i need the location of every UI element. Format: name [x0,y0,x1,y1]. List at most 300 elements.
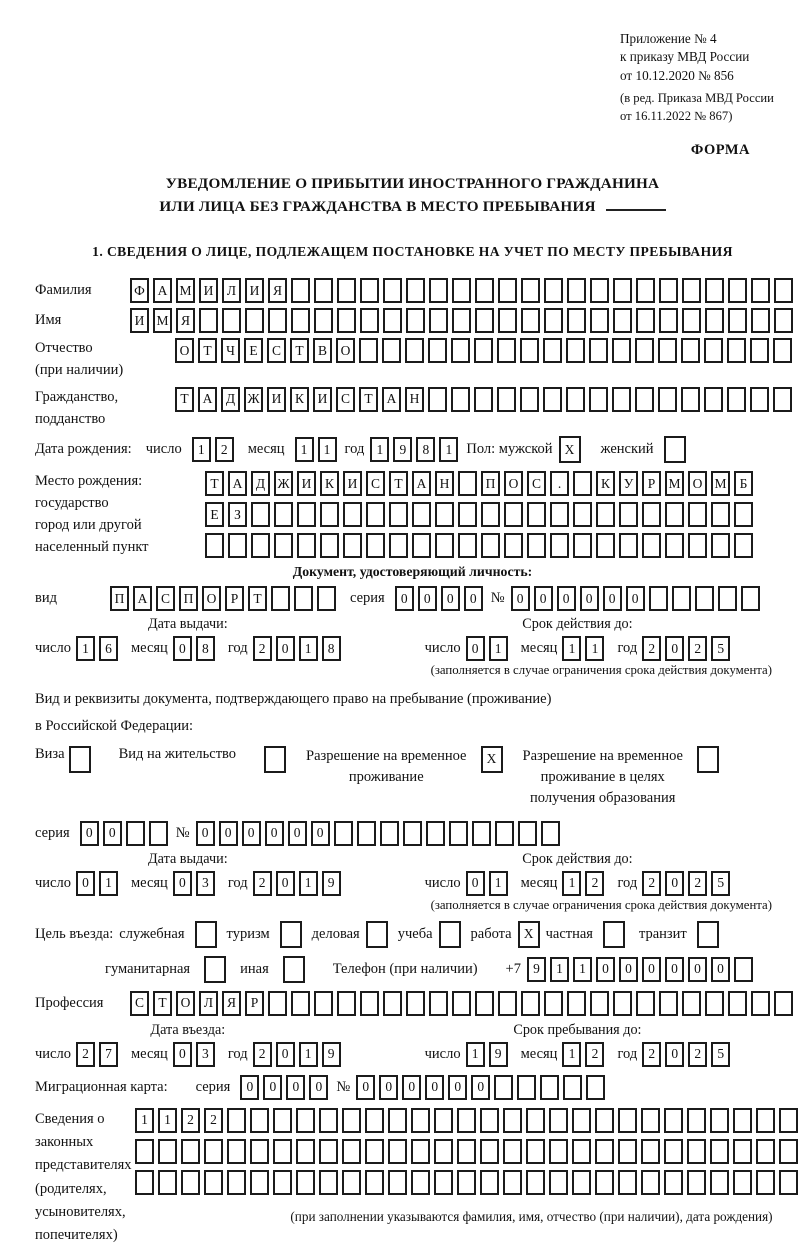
char-cell[interactable]: 1 [299,1042,318,1067]
char-cell[interactable] [158,1139,177,1164]
char-cell[interactable]: 0 [173,1042,192,1067]
char-cell[interactable] [498,278,517,303]
char-cell[interactable]: 1 [562,871,581,896]
char-cell[interactable] [268,991,287,1016]
char-cell[interactable]: 0 [557,586,576,611]
char-cell[interactable] [296,1139,315,1164]
char-cell[interactable]: 0 [596,957,615,982]
char-cell[interactable] [618,1108,637,1133]
char-cell[interactable] [595,1170,614,1195]
char-cell[interactable] [520,387,539,412]
char-cell[interactable] [271,586,290,611]
char-cell[interactable] [458,533,477,558]
char-cell[interactable] [756,1139,775,1164]
char-cell[interactable]: З [228,502,247,527]
char-cell[interactable]: 8 [322,636,341,661]
char-cell[interactable] [503,1139,522,1164]
char-cell[interactable] [204,1139,223,1164]
char-cell[interactable] [227,1139,246,1164]
char-cell[interactable] [245,308,264,333]
char-cell[interactable]: О [202,586,221,611]
char-cell[interactable]: А [198,387,217,412]
char-cell[interactable] [389,502,408,527]
edu-permit-checkbox-cell[interactable] [697,746,719,773]
char-cell[interactable]: 0 [276,871,295,896]
char-cell[interactable] [750,338,769,363]
char-cell[interactable] [727,338,746,363]
char-cell[interactable]: Б [734,471,753,496]
char-cell[interactable]: 6 [99,636,118,661]
char-cell[interactable] [314,991,333,1016]
char-cell[interactable] [475,278,494,303]
char-cell[interactable] [527,533,546,558]
char-cell[interactable] [294,586,313,611]
char-cell[interactable]: 1 [76,636,95,661]
char-cell[interactable] [383,308,402,333]
char-cell[interactable] [458,471,477,496]
char-cell[interactable] [590,278,609,303]
char-cell[interactable] [589,338,608,363]
char-cell[interactable] [434,1108,453,1133]
char-cell[interactable] [711,502,730,527]
char-cell[interactable]: 1 [439,437,458,462]
char-cell[interactable] [503,1108,522,1133]
char-cell[interactable]: 1 [573,957,592,982]
char-cell[interactable] [567,991,586,1016]
char-cell[interactable]: О [504,471,523,496]
char-cell[interactable] [380,821,399,846]
char-cell[interactable] [619,533,638,558]
char-cell[interactable] [497,338,516,363]
char-cell[interactable] [664,1170,683,1195]
char-cell[interactable] [728,991,747,1016]
char-cell[interactable] [518,821,537,846]
char-cell[interactable] [734,957,753,982]
char-cell[interactable] [567,278,586,303]
char-cell[interactable]: 0 [619,957,638,982]
char-cell[interactable] [406,308,425,333]
char-cell[interactable] [710,1108,729,1133]
char-cell[interactable] [590,991,609,1016]
char-cell[interactable] [774,991,793,1016]
char-cell[interactable] [296,1170,315,1195]
char-cell[interactable]: 2 [215,437,234,462]
char-cell[interactable]: А [412,471,431,496]
char-cell[interactable] [337,991,356,1016]
char-cell[interactable] [291,278,310,303]
char-cell[interactable] [572,1170,591,1195]
char-cell[interactable]: Я [268,278,287,303]
char-cell[interactable]: 8 [196,636,215,661]
char-cell[interactable]: 9 [322,871,341,896]
char-cell[interactable]: И [313,387,332,412]
char-cell[interactable] [541,821,560,846]
char-cell[interactable] [774,308,793,333]
char-cell[interactable]: 0 [665,1042,684,1067]
char-cell[interactable] [251,533,270,558]
char-cell[interactable]: 2 [585,1042,604,1067]
char-cell[interactable]: 1 [550,957,569,982]
purpose-transit-cell[interactable] [697,921,719,948]
char-cell[interactable]: С [267,338,286,363]
char-cell[interactable]: 1 [585,636,604,661]
char-cell[interactable] [589,387,608,412]
char-cell[interactable]: 0 [665,957,684,982]
char-cell[interactable] [540,1075,559,1100]
char-cell[interactable] [360,278,379,303]
char-cell[interactable] [751,278,770,303]
char-cell[interactable]: 1 [318,437,337,462]
purpose-study-cell[interactable] [439,921,461,948]
char-cell[interactable] [695,586,714,611]
char-cell[interactable] [572,1139,591,1164]
char-cell[interactable] [544,308,563,333]
char-cell[interactable] [549,1139,568,1164]
char-cell[interactable]: Ч [221,338,240,363]
char-cell[interactable]: А [382,387,401,412]
char-cell[interactable] [320,502,339,527]
char-cell[interactable]: 7 [99,1042,118,1067]
purpose-humanitarian-cell[interactable] [204,956,226,983]
purpose-official-cell[interactable] [195,921,217,948]
char-cell[interactable]: М [153,308,172,333]
char-cell[interactable]: Т [153,991,172,1016]
char-cell[interactable] [649,586,668,611]
char-cell[interactable] [227,1108,246,1133]
char-cell[interactable] [773,387,792,412]
char-cell[interactable]: О [336,338,355,363]
char-cell[interactable] [750,387,769,412]
char-cell[interactable] [343,533,362,558]
char-cell[interactable]: А [133,586,152,611]
char-cell[interactable] [457,1170,476,1195]
char-cell[interactable]: 2 [181,1108,200,1133]
char-cell[interactable] [273,1170,292,1195]
char-cell[interactable] [586,1075,605,1100]
char-cell[interactable]: 0 [379,1075,398,1100]
purpose-business-cell[interactable] [366,921,388,948]
char-cell[interactable] [428,387,447,412]
char-cell[interactable]: С [366,471,385,496]
char-cell[interactable] [573,502,592,527]
char-cell[interactable]: 1 [370,437,389,462]
char-cell[interactable] [527,502,546,527]
female-checkbox-cell[interactable] [664,436,686,463]
char-cell[interactable] [665,533,684,558]
char-cell[interactable]: Е [244,338,263,363]
male-checkbox-cell[interactable]: X [559,436,581,463]
char-cell[interactable] [504,533,523,558]
char-cell[interactable]: 5 [711,636,730,661]
char-cell[interactable] [297,533,316,558]
char-cell[interactable] [665,502,684,527]
char-cell[interactable] [636,991,655,1016]
char-cell[interactable] [704,387,723,412]
char-cell[interactable] [687,1108,706,1133]
char-cell[interactable] [566,338,585,363]
char-cell[interactable] [705,308,724,333]
char-cell[interactable] [274,502,293,527]
char-cell[interactable] [682,308,701,333]
char-cell[interactable] [334,821,353,846]
char-cell[interactable]: Ф [130,278,149,303]
char-cell[interactable]: О [688,471,707,496]
char-cell[interactable]: 2 [76,1042,95,1067]
char-cell[interactable] [636,308,655,333]
char-cell[interactable] [681,387,700,412]
char-cell[interactable] [429,278,448,303]
char-cell[interactable]: 0 [688,957,707,982]
char-cell[interactable]: 0 [402,1075,421,1100]
char-cell[interactable] [357,821,376,846]
char-cell[interactable] [756,1170,775,1195]
char-cell[interactable] [494,1075,513,1100]
char-cell[interactable]: 1 [99,871,118,896]
char-cell[interactable] [320,533,339,558]
char-cell[interactable]: 0 [603,586,622,611]
char-cell[interactable] [457,1108,476,1133]
char-cell[interactable] [658,338,677,363]
char-cell[interactable] [658,387,677,412]
char-cell[interactable] [250,1139,269,1164]
char-cell[interactable] [388,1139,407,1164]
char-cell[interactable]: П [481,471,500,496]
char-cell[interactable]: 1 [489,871,508,896]
char-cell[interactable] [567,308,586,333]
char-cell[interactable]: 1 [466,1042,485,1067]
char-cell[interactable] [659,991,678,1016]
char-cell[interactable] [704,338,723,363]
char-cell[interactable] [544,991,563,1016]
purpose-work-cell[interactable]: X [518,921,540,948]
char-cell[interactable] [452,278,471,303]
char-cell[interactable]: А [153,278,172,303]
char-cell[interactable] [550,533,569,558]
char-cell[interactable] [434,1139,453,1164]
char-cell[interactable] [521,278,540,303]
char-cell[interactable] [741,586,760,611]
char-cell[interactable] [158,1170,177,1195]
char-cell[interactable]: 1 [192,437,211,462]
char-cell[interactable] [412,533,431,558]
char-cell[interactable] [734,533,753,558]
char-cell[interactable] [406,991,425,1016]
char-cell[interactable] [728,278,747,303]
temp-permit-checkbox-cell[interactable]: X [481,746,503,773]
char-cell[interactable]: 0 [464,586,483,611]
char-cell[interactable]: К [320,471,339,496]
char-cell[interactable] [682,278,701,303]
char-cell[interactable] [498,308,517,333]
char-cell[interactable] [727,387,746,412]
char-cell[interactable]: Т [290,338,309,363]
char-cell[interactable]: Д [221,387,240,412]
char-cell[interactable] [613,991,632,1016]
char-cell[interactable] [411,1139,430,1164]
residence-permit-checkbox-cell[interactable] [264,746,286,773]
char-cell[interactable]: Т [205,471,224,496]
char-cell[interactable] [595,1108,614,1133]
char-cell[interactable]: 0 [103,821,122,846]
char-cell[interactable] [480,1139,499,1164]
char-cell[interactable]: 1 [158,1108,177,1133]
char-cell[interactable] [596,533,615,558]
char-cell[interactable]: 1 [295,437,314,462]
char-cell[interactable] [711,533,730,558]
char-cell[interactable]: 0 [642,957,661,982]
char-cell[interactable]: 2 [585,871,604,896]
char-cell[interactable] [526,1139,545,1164]
char-cell[interactable]: 3 [196,1042,215,1067]
char-cell[interactable] [274,533,293,558]
char-cell[interactable] [572,1108,591,1133]
char-cell[interactable] [403,821,422,846]
char-cell[interactable] [543,387,562,412]
char-cell[interactable] [342,1108,361,1133]
char-cell[interactable]: 0 [242,821,261,846]
char-cell[interactable] [273,1139,292,1164]
char-cell[interactable]: 0 [626,586,645,611]
char-cell[interactable] [337,308,356,333]
char-cell[interactable]: 0 [80,821,99,846]
char-cell[interactable] [135,1170,154,1195]
char-cell[interactable]: 2 [688,871,707,896]
char-cell[interactable]: В [313,338,332,363]
char-cell[interactable] [641,1108,660,1133]
char-cell[interactable] [733,1170,752,1195]
char-cell[interactable] [495,821,514,846]
char-cell[interactable] [733,1108,752,1133]
char-cell[interactable]: М [711,471,730,496]
char-cell[interactable] [612,387,631,412]
char-cell[interactable] [365,1108,384,1133]
char-cell[interactable] [596,502,615,527]
char-cell[interactable] [566,387,585,412]
char-cell[interactable] [779,1108,798,1133]
char-cell[interactable] [366,533,385,558]
char-cell[interactable]: 2 [688,636,707,661]
char-cell[interactable]: 2 [642,1042,661,1067]
char-cell[interactable] [297,502,316,527]
char-cell[interactable] [520,338,539,363]
char-cell[interactable]: Т [359,387,378,412]
char-cell[interactable] [273,1108,292,1133]
char-cell[interactable] [149,821,168,846]
char-cell[interactable] [710,1139,729,1164]
char-cell[interactable]: Я [222,991,241,1016]
char-cell[interactable] [296,1108,315,1133]
char-cell[interactable]: 0 [534,586,553,611]
char-cell[interactable] [337,278,356,303]
char-cell[interactable]: 0 [448,1075,467,1100]
char-cell[interactable]: 0 [466,636,485,661]
char-cell[interactable] [681,338,700,363]
char-cell[interactable]: М [176,278,195,303]
char-cell[interactable]: 5 [711,1042,730,1067]
char-cell[interactable]: 9 [393,437,412,462]
char-cell[interactable] [451,338,470,363]
char-cell[interactable] [250,1108,269,1133]
char-cell[interactable] [497,387,516,412]
char-cell[interactable]: 2 [253,1042,272,1067]
char-cell[interactable] [612,338,631,363]
char-cell[interactable] [458,502,477,527]
char-cell[interactable] [365,1170,384,1195]
char-cell[interactable]: 0 [240,1075,259,1100]
char-cell[interactable]: 0 [309,1075,328,1100]
char-cell[interactable]: 2 [253,636,272,661]
char-cell[interactable]: 0 [441,586,460,611]
char-cell[interactable] [319,1139,338,1164]
char-cell[interactable] [227,1170,246,1195]
char-cell[interactable] [672,586,691,611]
char-cell[interactable]: Н [405,387,424,412]
char-cell[interactable] [135,1139,154,1164]
char-cell[interactable] [360,991,379,1016]
char-cell[interactable]: 0 [311,821,330,846]
char-cell[interactable] [618,1139,637,1164]
char-cell[interactable] [319,1108,338,1133]
char-cell[interactable]: 5 [711,871,730,896]
char-cell[interactable] [319,1170,338,1195]
char-cell[interactable] [314,308,333,333]
char-cell[interactable] [383,278,402,303]
char-cell[interactable]: 0 [356,1075,375,1100]
char-cell[interactable]: Р [225,586,244,611]
char-cell[interactable] [517,1075,536,1100]
char-cell[interactable] [543,338,562,363]
char-cell[interactable]: Т [248,586,267,611]
purpose-tourism-cell[interactable] [280,921,302,948]
char-cell[interactable]: 0 [511,586,530,611]
char-cell[interactable]: 1 [562,1042,581,1067]
char-cell[interactable] [613,308,632,333]
char-cell[interactable]: О [175,338,194,363]
char-cell[interactable] [428,338,447,363]
char-cell[interactable] [342,1170,361,1195]
char-cell[interactable]: . [550,471,569,496]
char-cell[interactable]: 9 [527,957,546,982]
char-cell[interactable] [412,502,431,527]
purpose-other-cell[interactable] [283,956,305,983]
char-cell[interactable]: 2 [253,871,272,896]
char-cell[interactable] [475,991,494,1016]
char-cell[interactable]: К [290,387,309,412]
char-cell[interactable] [734,502,753,527]
char-cell[interactable] [205,533,224,558]
char-cell[interactable] [291,308,310,333]
char-cell[interactable] [359,338,378,363]
char-cell[interactable] [405,338,424,363]
char-cell[interactable]: 1 [489,636,508,661]
char-cell[interactable] [181,1170,200,1195]
char-cell[interactable]: О [176,991,195,1016]
char-cell[interactable] [635,338,654,363]
char-cell[interactable] [406,278,425,303]
char-cell[interactable] [429,308,448,333]
char-cell[interactable] [590,308,609,333]
char-cell[interactable] [481,533,500,558]
char-cell[interactable] [573,533,592,558]
char-cell[interactable]: Р [642,471,661,496]
char-cell[interactable] [426,821,445,846]
char-cell[interactable] [457,1139,476,1164]
char-cell[interactable] [595,1139,614,1164]
char-cell[interactable] [779,1170,798,1195]
char-cell[interactable]: И [297,471,316,496]
char-cell[interactable] [429,991,448,1016]
char-cell[interactable]: А [228,471,247,496]
